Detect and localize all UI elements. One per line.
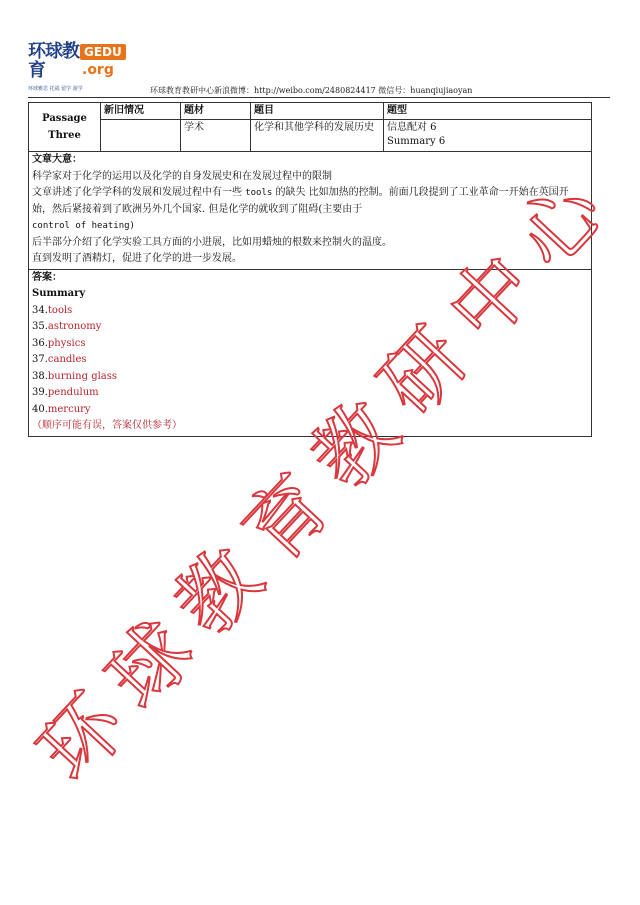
summary-control-heating: control of heating)	[32, 221, 135, 231]
answer-number: 35.	[32, 321, 48, 332]
watermark-char: 教	[293, 383, 417, 506]
answer-number: 34.	[32, 304, 48, 316]
summary-line-2-rest: 的缺失 比如加热的控制。前面几段提到了工业革命一开始在英国开始，然后紧接着到了欧洲另外几个国家. 但是化学的就收到了阻碍(主要由于	[32, 187, 569, 215]
header-contact-info: 环球教育教研中心新浪微博：http://weibo.com/2480824417 微信号：huanqiujiaoyan	[150, 86, 473, 95]
summary-line-3: 后半部分介绍了化学实验工具方面的小进展，比如用蜡烛的根数来控制火的温度。	[32, 236, 392, 248]
answer-item	[32, 402, 588, 419]
answer-item	[32, 369, 588, 386]
gedu-logo	[28, 42, 124, 98]
answers-title: 答案：	[32, 271, 62, 283]
summary-line-4: 直到发明了酒精灯，促进了化学的进一步发展。	[32, 253, 242, 264]
logo-chinese-name: 环球教育	[28, 41, 79, 81]
answer-item	[32, 319, 588, 336]
content-box	[28, 151, 592, 437]
header-genre: 题材	[181, 103, 251, 120]
answer-text: physics	[47, 337, 86, 349]
cell-topic: 化学和其他学科的发展历史	[251, 120, 384, 152]
answer-text: astronomy	[47, 321, 102, 332]
watermark-char: 环	[20, 677, 144, 799]
header-topic: 题目	[251, 103, 384, 120]
answer-number: 38.	[32, 370, 48, 382]
passage-info-table	[28, 102, 592, 152]
summary-title: 文章大意：	[32, 154, 82, 165]
answer-number: 40.	[32, 403, 48, 415]
answer-text: tools	[47, 304, 73, 316]
question-type-matching: 信息配对 6	[387, 122, 437, 133]
answer-item	[32, 352, 588, 369]
answer-item	[32, 336, 588, 353]
header-divider	[28, 97, 610, 98]
logo-tagline: 环球雅思 托福 留学 游学	[28, 86, 83, 92]
watermark-char: 教	[157, 530, 280, 653]
answer-text: burning glass	[47, 370, 118, 382]
watermark-char: 球	[88, 603, 212, 726]
answers-disclaimer: （顺序可能有误，答案仅供参考）	[32, 420, 182, 431]
answer-number: 37.	[32, 354, 48, 365]
header-status: 新旧情况	[101, 103, 181, 120]
question-type-summary: Summary 6	[387, 136, 446, 147]
answer-text: pendulum	[47, 387, 99, 398]
watermark-char: 研	[362, 310, 485, 433]
summary-line-2	[32, 185, 588, 235]
answer-text: mercury	[47, 403, 91, 415]
summary-line-1: 科学家对于化学的运用以及化学的自身发展史和在发展过程中的限制	[32, 170, 332, 182]
watermark-char: 心	[498, 164, 622, 286]
cell-status	[101, 120, 181, 152]
logo-org-text: .org	[82, 62, 114, 78]
answer-item	[32, 385, 588, 402]
cell-question-type	[384, 120, 592, 152]
answer-text: candles	[47, 354, 87, 365]
answers-subtitle: Summary	[32, 288, 86, 299]
logo-gedu-badge: GEDU	[80, 44, 126, 60]
answer-number: 36.	[32, 337, 48, 349]
watermark-char: 育	[225, 457, 349, 580]
header-question-type: 题型	[384, 103, 592, 120]
answer-item	[32, 303, 588, 320]
summary-tools-word: tools	[245, 188, 273, 198]
summary-line-2-start: 文章讲述了化学学科的发展和发展过程中有一些	[32, 187, 242, 198]
watermark-char: 中	[430, 237, 554, 360]
cell-genre: 学术	[181, 120, 251, 152]
answer-number: 39.	[32, 387, 48, 398]
passage-label: Passage Three	[29, 103, 101, 152]
